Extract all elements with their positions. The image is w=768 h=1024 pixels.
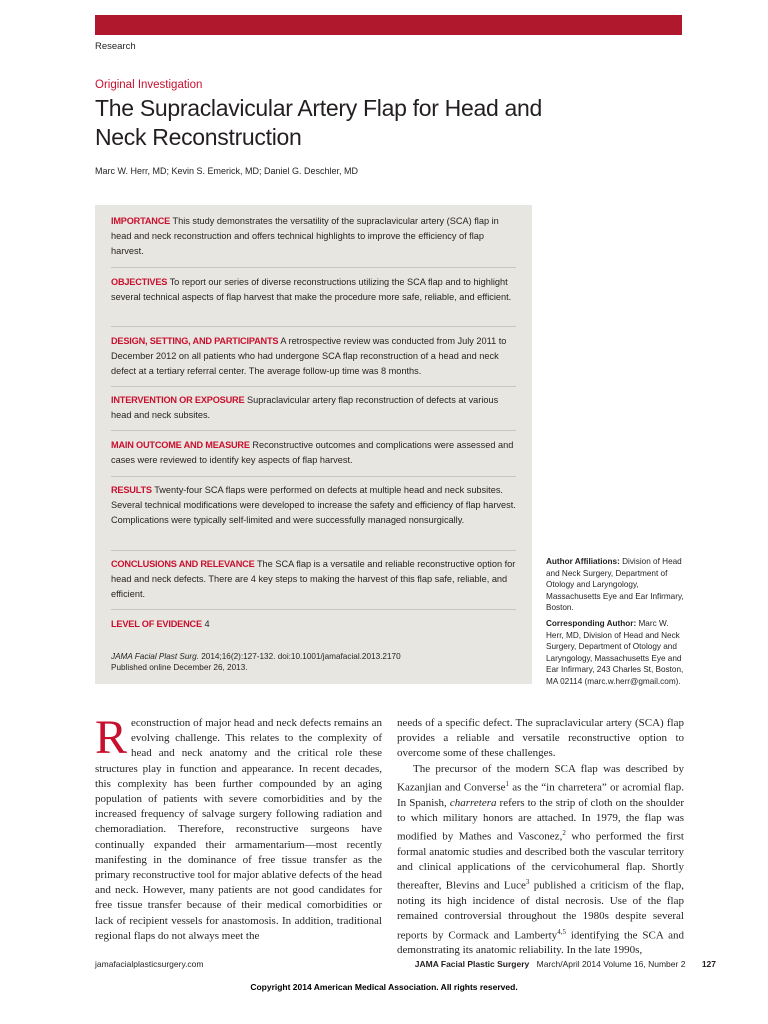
journal-website: jamafacialplasticsurgery.com [95, 959, 204, 969]
corresponding-author-block [546, 618, 686, 688]
abstract-outcome [111, 438, 518, 468]
affiliation-text: Division of Head and Neck Surgery, Department of Otology and Laryngology, Massachusetts Eye and Ear Infirmary, Boston. [546, 557, 684, 613]
abstract-divider [111, 267, 516, 268]
reference-superscript: 2 [562, 829, 566, 838]
abstract-importance [111, 214, 518, 258]
body-paragraph: needs of a specific defect. The supraclavicular artery (SCA) flap provides a reliable and versatile reconstructive option to overcome some of these challenges. [397, 717, 684, 760]
citation [111, 651, 518, 673]
body-paragraph [397, 762, 684, 959]
paragraph-text: The precursor of the modern SCA flap was described by Kazanjian and Converse [397, 762, 684, 794]
abstract-objectives [111, 275, 518, 305]
article-title: The Supraclavicular Artery Flap for Head and Neck Reconstruction [95, 95, 543, 150]
abstract-text: This study demonstrates the versatility of the supraclavicular artery (SCA) flap in head and neck reconstruction and offers technical highlights to improve the efficiency of flap harvest. [111, 216, 499, 256]
abstract-conclusions [111, 557, 518, 601]
abstract-intervention [111, 393, 518, 423]
abstract-results [111, 483, 518, 527]
abstract-divider [111, 550, 516, 551]
published-date: Published online December 26, 2013. [111, 663, 248, 672]
journal-name: JAMA Facial Plastic Surgery [414, 959, 530, 969]
citation-details: 2014;16(2):127-132. doi:10.1001/jamafacial.2013.2170 [198, 652, 401, 661]
issue-info: March/April 2014 Volume 16, Number 2 [536, 959, 686, 969]
abstract-divider [111, 476, 516, 477]
citation-line [111, 651, 518, 662]
citation-journal: JAMA Facial Plast Surg. [111, 652, 199, 661]
abstract-divider [111, 609, 516, 610]
reference-superscript: 1 [505, 779, 509, 788]
abstract-label: CONCLUSIONS AND RELEVANCE [111, 559, 255, 569]
paragraph-text: refers to the strip of cloth on the shoulder to which military honors are attached. In 1979, the flap was modified by Mathes and Vasconez, [397, 796, 684, 843]
abstract-divider [111, 386, 516, 387]
paragraph-text: identifying the SCA and demonstrating its anatomic reliability. In the late 1990s, [397, 929, 684, 957]
abstract-box [95, 205, 532, 684]
abstract-label: LEVEL OF EVIDENCE [111, 619, 202, 629]
article-type: Original Investigation [95, 79, 203, 91]
abstract-divider [111, 326, 516, 327]
abstract-text: To report our series of diverse reconstructions utilizing the SCA flap and to highlight several technical aspects of flap harvest that make the procedure more safe, reliable, and efficient. [111, 277, 512, 302]
abstract-divider [111, 430, 516, 431]
page-number: 127 [701, 959, 716, 969]
paragraph-text: econstruction of major head and neck defects remains an evolving challenge. This relates to the complexity of head and neck anatomy and the critical role these structures play in function and appearance. In recent decades, this complexity has been further compounded by an aging population of patients with severe comorbidities and by the increased frequency of salvage surgery following radiation and chemoradiation. Therefore, reconstructive surgeons have continually expanded their armamentarium—most recently manifesting in the dominance of free tissue transfer as the primary reconstructive tool for major ablative defects of the head and neck. However, many patients are not good candidates for free tissue transfer because of their medical comorbidities or lack of recipient vessels for anastomosis. In addition, traditional regional flaps do not always meet the [95, 717, 382, 942]
affiliation-block [546, 556, 686, 614]
body-column-right [397, 716, 684, 959]
abstract-label: IMPORTANCE [111, 216, 171, 226]
corresponding-text: Marc W. Herr, MD, Division of Head and Neck Surgery, Department of Otology and Laryngology, Massachusetts Eye and Ear Infirmary, 243 Charles St, Boston, MA 02114 (marc.w.herr@gmail.com). [546, 618, 684, 686]
abstract-label: OBJECTIVES [111, 277, 168, 287]
paragraph-text: who performed the first formal anatomic studies and described both the vascular territory and clinical applications of the cervicohumeral flap. Shortly thereafter, Blevins and Luce [397, 830, 684, 892]
body-column-left [95, 711, 382, 944]
header-color-bar [95, 15, 682, 35]
abstract-label: INTERVENTION OR EXPOSURE [111, 395, 245, 405]
abstract-label: RESULTS [111, 485, 152, 495]
paragraph-text: as the “in charretera” or acromial flap. In Spanish, [397, 781, 684, 809]
body-paragraph [95, 711, 382, 944]
abstract-text: The SCA flap is a versatile and reliable reconstructive option for head and neck defects. There are 4 key steps to making the harvest of this flap safe, reliable, and efficient. [111, 559, 516, 599]
paragraph-text: published a criticism of the flap, noting its high incidence of distal necrosis. Use of the flap remained controversial throughout the 1980s despite several reports by Cormack and Lamberty [397, 880, 685, 942]
author-list: Marc W. Herr, MD; Kevin S. Emerick, MD; Daniel G. Deschler, MD [95, 166, 359, 176]
journal-footer [415, 959, 716, 969]
affiliation-label: Author Affiliations: [546, 557, 620, 566]
abstract-text: Twenty-four SCA flaps were performed on defects at multiple head and neck subsites. Several technical modifications were developed to increase the safety and efficiency of flap harvest. Complications were typically self-limited and were successfully managed nonsurgically. [111, 485, 516, 525]
author-affiliations [546, 556, 686, 692]
corresponding-label: Corresponding Author: [546, 618, 637, 628]
copyright-notice: Copyright 2014 American Medical Association. All rights reserved. [250, 982, 518, 992]
abstract-label: MAIN OUTCOME AND MEASURE [111, 440, 250, 450]
drop-cap: R [95, 711, 128, 764]
abstract-design [111, 334, 518, 378]
abstract-text: 4 [204, 619, 210, 629]
reference-superscript: 3 [525, 878, 530, 887]
abstract-text: Reconstructive outcomes and complications were assessed and cases were reviewed to identify key aspects of flap harvest. [111, 440, 514, 465]
abstract-label: DESIGN, SETTING, AND PARTICIPANTS [111, 336, 279, 346]
abstract-level-of-evidence [111, 617, 518, 632]
abstract-text: A retrospective review was conducted from July 2011 to December 2012 on all patients who had undergone SCA flap reconstruction of a head and neck defect at a tertiary referral center. The average follow-up time was 8 months. [111, 336, 507, 376]
italic-term: charretera [449, 796, 497, 809]
section-label: Research [95, 41, 136, 52]
reference-superscript: 4,5 [557, 927, 566, 936]
abstract-text: Supraclavicular artery flap reconstruction of defects at various head and neck subsites. [111, 395, 499, 420]
